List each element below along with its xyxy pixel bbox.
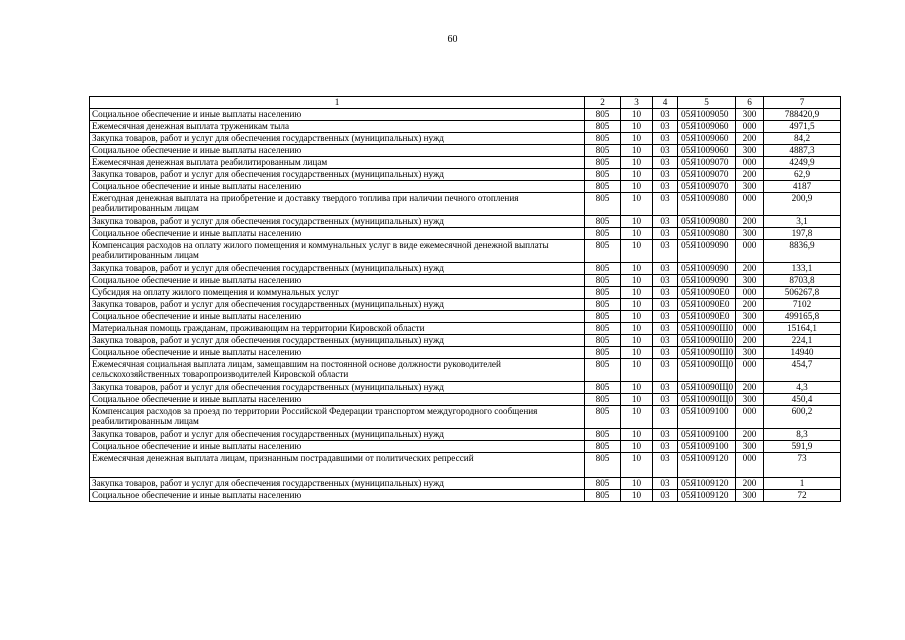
main-manager-cell: 805: [585, 359, 621, 382]
subsection-cell: 03: [653, 429, 678, 441]
section-cell: 10: [621, 109, 653, 121]
main-manager-cell: 805: [585, 429, 621, 441]
section-cell: 10: [621, 193, 653, 216]
section-cell: 10: [621, 382, 653, 394]
section-cell: 10: [621, 335, 653, 347]
target-article-cell: 05Я1009120: [678, 453, 736, 478]
amount-cell: 4187: [764, 181, 841, 193]
subsection-cell: 03: [653, 240, 678, 263]
subsection-cell: 03: [653, 287, 678, 299]
amount-cell: 84,2: [764, 133, 841, 145]
subsection-cell: 03: [653, 441, 678, 453]
section-cell: 10: [621, 181, 653, 193]
target-article-cell: 05Я1009080: [678, 216, 736, 228]
amount-cell: 454,7: [764, 359, 841, 382]
main-manager-cell: 805: [585, 441, 621, 453]
table-row: [90, 347, 841, 359]
header-cell: 3: [621, 97, 653, 109]
main-manager-cell: 805: [585, 193, 621, 216]
amount-cell: 200,9: [764, 193, 841, 216]
main-manager-cell: 805: [585, 311, 621, 323]
main-manager-cell: 805: [585, 275, 621, 287]
target-article-cell: 05Я10090Щ0: [678, 359, 736, 382]
section-cell: 10: [621, 263, 653, 275]
expense-type-cell: 300: [736, 181, 764, 193]
target-article-cell: 05Я1009100: [678, 441, 736, 453]
section-cell: 10: [621, 323, 653, 335]
subsection-cell: 03: [653, 169, 678, 181]
target-article-cell: 05Я10090Е0: [678, 311, 736, 323]
subsection-cell: 03: [653, 157, 678, 169]
section-cell: 10: [621, 394, 653, 406]
expense-type-cell: 300: [736, 394, 764, 406]
subsection-cell: 03: [653, 406, 678, 429]
description-cell: Закупка товаров, работ и услуг для обеспечения государственных (муниципальных) нужд: [90, 216, 585, 228]
expense-type-cell: 000: [736, 287, 764, 299]
target-article-cell: 05Я1009090: [678, 263, 736, 275]
description-cell: Закупка товаров, работ и услуг для обеспечения государственных (муниципальных) нужд: [90, 478, 585, 490]
description-cell: Социальное обеспечение и иные выплаты населению: [90, 145, 585, 157]
table-row: [90, 478, 841, 490]
expense-type-cell: 300: [736, 145, 764, 157]
expense-type-cell: 300: [736, 490, 764, 502]
table-row: [90, 228, 841, 240]
subsection-cell: 03: [653, 133, 678, 145]
amount-cell: 506267,8: [764, 287, 841, 299]
table-row: [90, 263, 841, 275]
main-manager-cell: 805: [585, 490, 621, 502]
subsection-cell: 03: [653, 109, 678, 121]
subsection-cell: 03: [653, 382, 678, 394]
expense-type-cell: 200: [736, 335, 764, 347]
amount-cell: 4971,5: [764, 121, 841, 133]
description-cell: Социальное обеспечение и иные выплаты населению: [90, 311, 585, 323]
subsection-cell: 03: [653, 359, 678, 382]
description-cell: Социальное обеспечение и иные выплаты населению: [90, 441, 585, 453]
amount-cell: 7102: [764, 299, 841, 311]
section-cell: 10: [621, 216, 653, 228]
target-article-cell: 05Я1009100: [678, 406, 736, 429]
table-row: [90, 133, 841, 145]
main-manager-cell: 805: [585, 169, 621, 181]
table-row: [90, 441, 841, 453]
target-article-cell: 05Я10090Щ0: [678, 394, 736, 406]
subsection-cell: 03: [653, 121, 678, 133]
target-article-cell: 05Я10090Щ0: [678, 382, 736, 394]
expense-type-cell: 000: [736, 323, 764, 335]
header-cell: 1: [90, 97, 585, 109]
target-article-cell: 05Я10090Ш0: [678, 347, 736, 359]
description-cell: Социальное обеспечение и иные выплаты населению: [90, 394, 585, 406]
expense-type-cell: 000: [736, 406, 764, 429]
target-article-cell: 05Я1009080: [678, 193, 736, 216]
subsection-cell: 03: [653, 453, 678, 478]
subsection-cell: 03: [653, 323, 678, 335]
amount-cell: 197,8: [764, 228, 841, 240]
table-row: [90, 216, 841, 228]
table-row: [90, 490, 841, 502]
expense-type-cell: 200: [736, 382, 764, 394]
target-article-cell: 05Я1009100: [678, 429, 736, 441]
subsection-cell: 03: [653, 145, 678, 157]
section-cell: 10: [621, 478, 653, 490]
description-cell: Социальное обеспечение и иные выплаты населению: [90, 109, 585, 121]
table-row: [90, 240, 841, 263]
main-manager-cell: 805: [585, 240, 621, 263]
description-cell: Закупка товаров, работ и услуг для обеспечения государственных (муниципальных) нужд: [90, 335, 585, 347]
amount-cell: 62,9: [764, 169, 841, 181]
amount-cell: 788420,9: [764, 109, 841, 121]
section-cell: 10: [621, 145, 653, 157]
target-article-cell: 05Я1009060: [678, 145, 736, 157]
section-cell: 10: [621, 347, 653, 359]
amount-cell: 450,4: [764, 394, 841, 406]
description-cell: Социальное обеспечение и иные выплаты населению: [90, 181, 585, 193]
description-cell: Закупка товаров, работ и услуг для обеспечения государственных (муниципальных) нужд: [90, 133, 585, 145]
table-row: [90, 311, 841, 323]
expense-type-cell: 300: [736, 109, 764, 121]
amount-cell: 600,2: [764, 406, 841, 429]
main-manager-cell: 805: [585, 347, 621, 359]
expense-type-cell: 200: [736, 133, 764, 145]
main-manager-cell: 805: [585, 382, 621, 394]
table-row: [90, 335, 841, 347]
expense-type-cell: 000: [736, 359, 764, 382]
expense-type-cell: 200: [736, 299, 764, 311]
header-cell: 4: [653, 97, 678, 109]
description-cell: Социальное обеспечение и иные выплаты населению: [90, 275, 585, 287]
section-cell: 10: [621, 157, 653, 169]
amount-cell: 3,1: [764, 216, 841, 228]
description-cell: Ежемесячная социальная выплата лицам, замещавшим на постоянной основе должности руководителей сельскохозяйственных товаропроизводителей Кировской области: [90, 359, 585, 382]
amount-cell: 591,9: [764, 441, 841, 453]
main-manager-cell: 805: [585, 287, 621, 299]
amount-cell: 4,3: [764, 382, 841, 394]
section-cell: 10: [621, 359, 653, 382]
amount-cell: 72: [764, 490, 841, 502]
main-manager-cell: 805: [585, 109, 621, 121]
table-row: [90, 287, 841, 299]
section-cell: 10: [621, 441, 653, 453]
header-cell: 5: [678, 97, 736, 109]
main-manager-cell: 805: [585, 394, 621, 406]
target-article-cell: 05Я1009090: [678, 275, 736, 287]
description-cell: Закупка товаров, работ и услуг для обеспечения государственных (муниципальных) нужд: [90, 169, 585, 181]
expense-type-cell: 300: [736, 347, 764, 359]
table-row: [90, 181, 841, 193]
section-cell: 10: [621, 311, 653, 323]
expense-type-cell: 200: [736, 478, 764, 490]
expense-type-cell: 000: [736, 240, 764, 263]
description-cell: Ежемесячная денежная выплата лицам, признанным пострадавшими от политических репрессий: [90, 453, 585, 478]
section-cell: 10: [621, 406, 653, 429]
expense-type-cell: 300: [736, 311, 764, 323]
section-cell: 10: [621, 240, 653, 263]
section-cell: 10: [621, 228, 653, 240]
main-manager-cell: 805: [585, 181, 621, 193]
target-article-cell: 05Я10090Е0: [678, 287, 736, 299]
main-manager-cell: 805: [585, 323, 621, 335]
subsection-cell: 03: [653, 263, 678, 275]
target-article-cell: 05Я1009080: [678, 228, 736, 240]
amount-cell: 4887,3: [764, 145, 841, 157]
expense-type-cell: 200: [736, 216, 764, 228]
target-article-cell: 05Я1009120: [678, 490, 736, 502]
target-article-cell: 05Я1009070: [678, 157, 736, 169]
main-manager-cell: 805: [585, 263, 621, 275]
amount-cell: 499165,8: [764, 311, 841, 323]
table-row: [90, 429, 841, 441]
target-article-cell: 05Я1009070: [678, 181, 736, 193]
expense-type-cell: 200: [736, 429, 764, 441]
table-header-row: [90, 97, 841, 109]
amount-cell: 4249,9: [764, 157, 841, 169]
expense-type-cell: 200: [736, 263, 764, 275]
amount-cell: 14940: [764, 347, 841, 359]
main-manager-cell: 805: [585, 453, 621, 478]
description-cell: Компенсация расходов на оплату жилого помещения и коммунальных услуг в виде ежемесячной денежной выплаты реабилитированным лицам: [90, 240, 585, 263]
table-row: [90, 193, 841, 216]
subsection-cell: 03: [653, 181, 678, 193]
header-cell: 7: [764, 97, 841, 109]
header-cell: 2: [585, 97, 621, 109]
page-number: 60: [447, 34, 458, 45]
amount-cell: 8,3: [764, 429, 841, 441]
header-cell: 6: [736, 97, 764, 109]
subsection-cell: 03: [653, 311, 678, 323]
main-manager-cell: 805: [585, 335, 621, 347]
table-row: [90, 359, 841, 382]
table-row: [90, 145, 841, 157]
main-manager-cell: 805: [585, 133, 621, 145]
description-cell: Ежемесячная денежная выплата труженикам тыла: [90, 121, 585, 133]
amount-cell: 15164,1: [764, 323, 841, 335]
target-article-cell: 05Я10090Ш0: [678, 335, 736, 347]
target-article-cell: 05Я1009060: [678, 133, 736, 145]
table-row: [90, 121, 841, 133]
description-cell: Социальное обеспечение и иные выплаты населению: [90, 490, 585, 502]
main-manager-cell: 805: [585, 157, 621, 169]
description-cell: Закупка товаров, работ и услуг для обеспечения государственных (муниципальных) нужд: [90, 429, 585, 441]
main-manager-cell: 805: [585, 299, 621, 311]
subsection-cell: 03: [653, 394, 678, 406]
description-cell: Закупка товаров, работ и услуг для обеспечения государственных (муниципальных) нужд: [90, 382, 585, 394]
subsection-cell: 03: [653, 490, 678, 502]
target-article-cell: 05Я1009120: [678, 478, 736, 490]
description-cell: Компенсация расходов за проезд по территории Российской Федерации транспортом междугородного сообщения реабилитированным лицам: [90, 406, 585, 429]
table-row: [90, 406, 841, 429]
description-cell: Социальное обеспечение и иные выплаты населению: [90, 347, 585, 359]
subsection-cell: 03: [653, 347, 678, 359]
section-cell: 10: [621, 133, 653, 145]
table-row: [90, 323, 841, 335]
description-cell: Закупка товаров, работ и услуг для обеспечения государственных (муниципальных) нужд: [90, 263, 585, 275]
expense-type-cell: 300: [736, 275, 764, 287]
target-article-cell: 05Я1009050: [678, 109, 736, 121]
amount-cell: 73: [764, 453, 841, 478]
main-manager-cell: 805: [585, 216, 621, 228]
expense-type-cell: 200: [736, 169, 764, 181]
section-cell: 10: [621, 429, 653, 441]
table-row: [90, 394, 841, 406]
description-cell: Ежемесячная денежная выплата реабилитированным лицам: [90, 157, 585, 169]
section-cell: 10: [621, 299, 653, 311]
main-manager-cell: 805: [585, 478, 621, 490]
section-cell: 10: [621, 275, 653, 287]
table-row: [90, 157, 841, 169]
subsection-cell: 03: [653, 216, 678, 228]
main-manager-cell: 805: [585, 145, 621, 157]
target-article-cell: 05Я1009090: [678, 240, 736, 263]
amount-cell: 224,1: [764, 335, 841, 347]
main-manager-cell: 805: [585, 121, 621, 133]
subsection-cell: 03: [653, 299, 678, 311]
subsection-cell: 03: [653, 335, 678, 347]
target-article-cell: 05Я10090Е0: [678, 299, 736, 311]
subsection-cell: 03: [653, 193, 678, 216]
table-row: [90, 382, 841, 394]
expense-type-cell: 000: [736, 453, 764, 478]
section-cell: 10: [621, 121, 653, 133]
main-manager-cell: 805: [585, 228, 621, 240]
table-row: [90, 299, 841, 311]
expense-type-cell: 300: [736, 441, 764, 453]
expense-type-cell: 300: [736, 228, 764, 240]
description-cell: Субсидия на оплату жилого помещения и коммунальных услуг: [90, 287, 585, 299]
target-article-cell: 05Я10090Ш0: [678, 323, 736, 335]
target-article-cell: 05Я1009060: [678, 121, 736, 133]
description-cell: Материальная помощь гражданам, проживающим на территории Кировской области: [90, 323, 585, 335]
section-cell: 10: [621, 287, 653, 299]
amount-cell: 8703,8: [764, 275, 841, 287]
expense-type-cell: 000: [736, 193, 764, 216]
table-row: [90, 453, 841, 478]
table-row: [90, 109, 841, 121]
expense-type-cell: 000: [736, 121, 764, 133]
subsection-cell: 03: [653, 478, 678, 490]
subsection-cell: 03: [653, 228, 678, 240]
amount-cell: 1: [764, 478, 841, 490]
expense-type-cell: 000: [736, 157, 764, 169]
section-cell: 10: [621, 169, 653, 181]
amount-cell: 8836,9: [764, 240, 841, 263]
section-cell: 10: [621, 453, 653, 478]
main-manager-cell: 805: [585, 406, 621, 429]
budget-table: [89, 96, 841, 502]
section-cell: 10: [621, 490, 653, 502]
description-cell: Социальное обеспечение и иные выплаты населению: [90, 228, 585, 240]
description-cell: Ежегодная денежная выплата на приобретение и доставку твердого топлива при наличии печного отопления реабилитированным лицам: [90, 193, 585, 216]
table-row: [90, 169, 841, 181]
subsection-cell: 03: [653, 275, 678, 287]
target-article-cell: 05Я1009070: [678, 169, 736, 181]
description-cell: Закупка товаров, работ и услуг для обеспечения государственных (муниципальных) нужд: [90, 299, 585, 311]
table-row: [90, 275, 841, 287]
amount-cell: 133,1: [764, 263, 841, 275]
